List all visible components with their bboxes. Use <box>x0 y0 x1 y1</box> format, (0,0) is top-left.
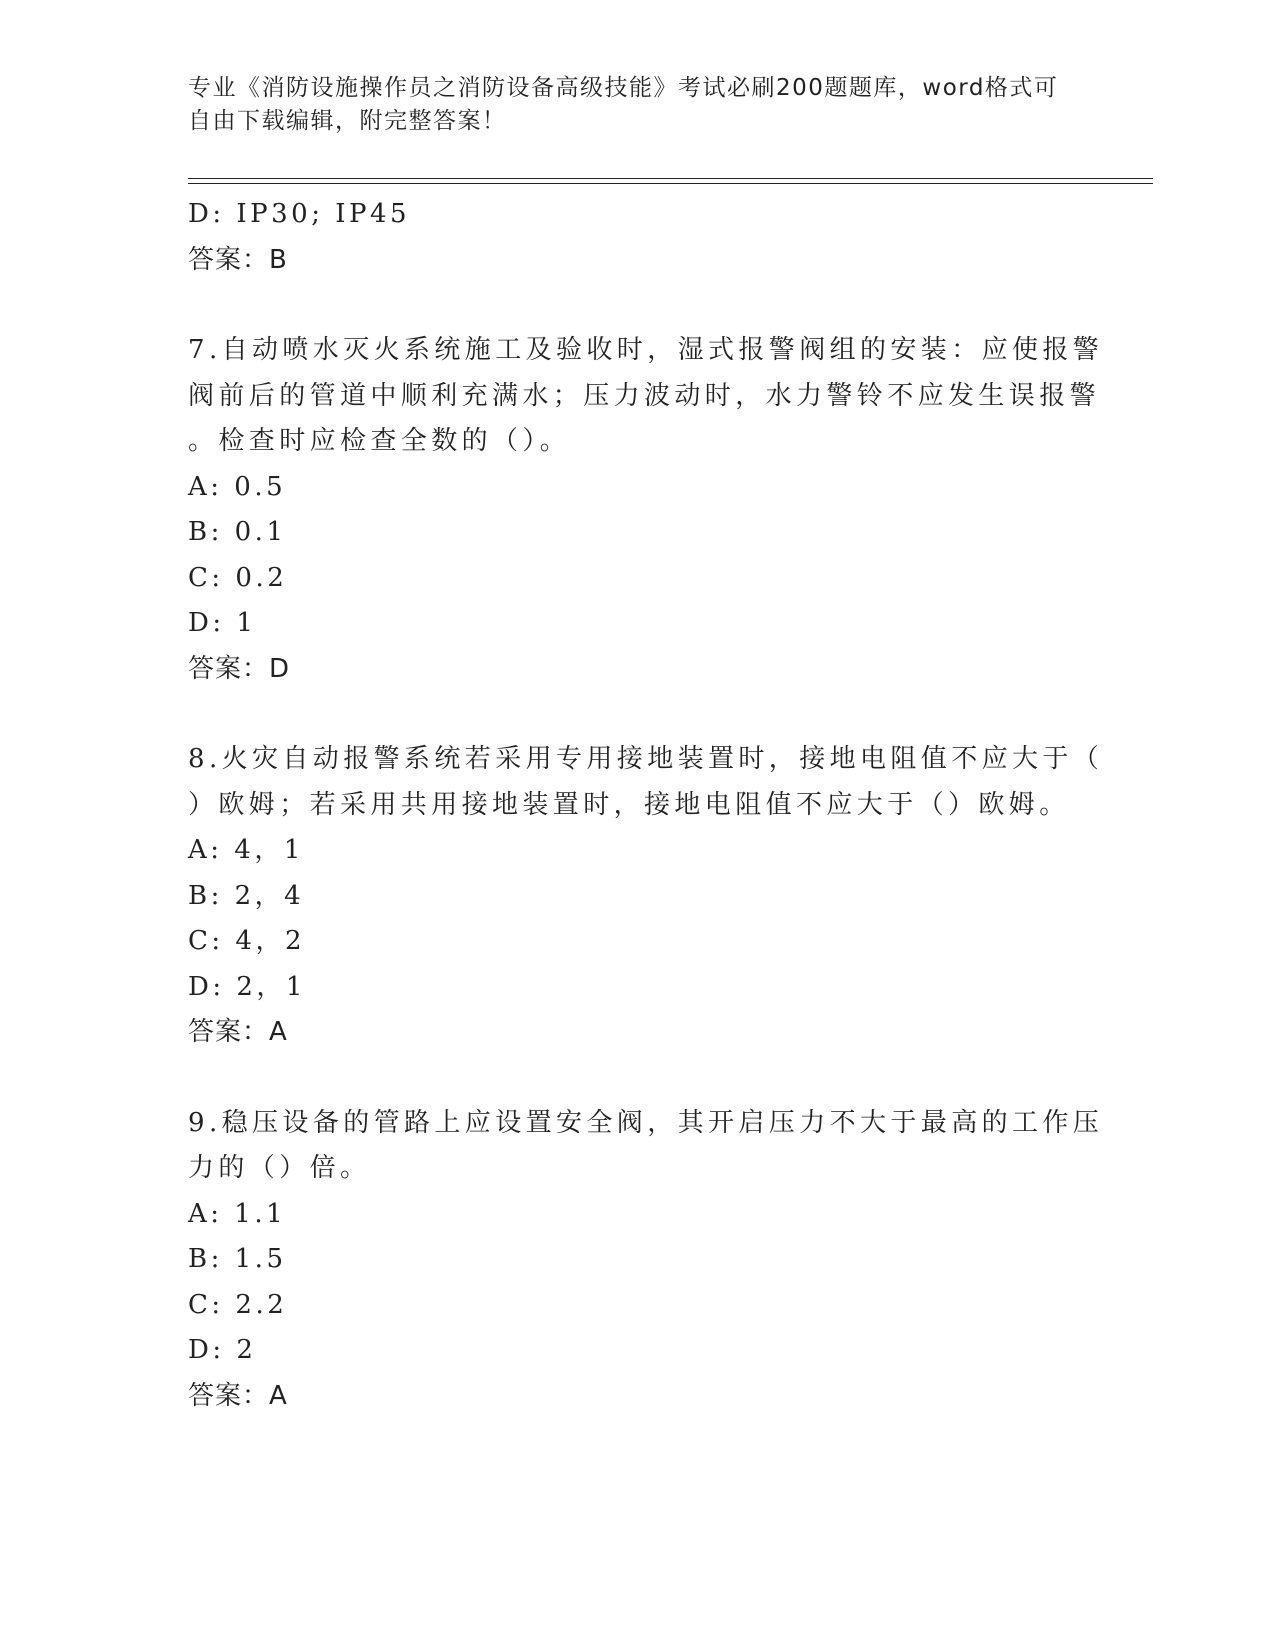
spacer <box>188 692 1088 737</box>
option-b: B: 1.5 <box>188 1244 287 1274</box>
stem-line: 。检查时应检查全数的（）。 <box>188 426 571 456</box>
option-a: A: 4，1 <box>188 835 304 865</box>
header-line-2: 自由下载编辑，附完整答案！ <box>188 108 507 134</box>
header-divider-top <box>188 178 1153 179</box>
option-a: A: 1.1 <box>188 1198 287 1229</box>
answer-line: 答案：A <box>188 1380 288 1411</box>
answer-line: 答案：A <box>188 1017 288 1047</box>
partial-question <box>188 192 1088 283</box>
stem-line: 阀前后的管道中顺利充满水；压力波动时，水力警铃不应发生误报警 <box>188 380 1101 411</box>
question-stem <box>188 1101 1104 1192</box>
question-8 <box>188 737 1104 1056</box>
option-d: D: 2，1 <box>188 971 306 1002</box>
document-body <box>188 192 1104 1419</box>
stem-line: ）欧姆；若采用共用接地装置时，接地电阻值不应大于（）欧姆。 <box>188 789 1070 820</box>
stem-line: 7.自动喷水灭火系统施工及验收时，湿式报警阀组的安装：应使报警 <box>188 335 1104 365</box>
answer-line: 答案：D <box>188 653 291 684</box>
question-9 <box>188 1101 1104 1420</box>
option-b: B: 0.1 <box>188 517 287 547</box>
answer-line: 答案：B <box>188 244 288 275</box>
option-c: C: 0.2 <box>188 562 288 593</box>
document-header <box>188 72 1068 138</box>
header-divider-bottom <box>188 183 1153 184</box>
stem-line: 力的（）倍。 <box>188 1153 371 1183</box>
option-d: D: 1 <box>188 608 257 638</box>
option-d: D: IP30; IP45 <box>188 199 411 229</box>
spacer <box>188 283 1088 328</box>
spacer <box>188 1056 1088 1101</box>
option-b: B: 2，4 <box>188 880 305 911</box>
question-7 <box>188 328 1104 692</box>
header-line-1: 专业《消防设施操作员之消防设备高级技能》考试必刷200题题库，word格式可 <box>188 75 1059 101</box>
option-c: C: 4，2 <box>188 926 306 956</box>
option-a: A: 0.5 <box>188 471 287 502</box>
stem-line: 8.火灾自动报警系统若采用专用接地装置时，接地电阻值不应大于（ <box>188 744 1104 774</box>
question-stem <box>188 737 1104 828</box>
option-d: D: 2 <box>188 1335 257 1365</box>
option-c: C: 2.2 <box>188 1289 288 1320</box>
stem-line: 9.稳压设备的管路上应设置安全阀，其开启压力不大于最高的工作压 <box>188 1107 1104 1138</box>
question-stem <box>188 328 1104 465</box>
